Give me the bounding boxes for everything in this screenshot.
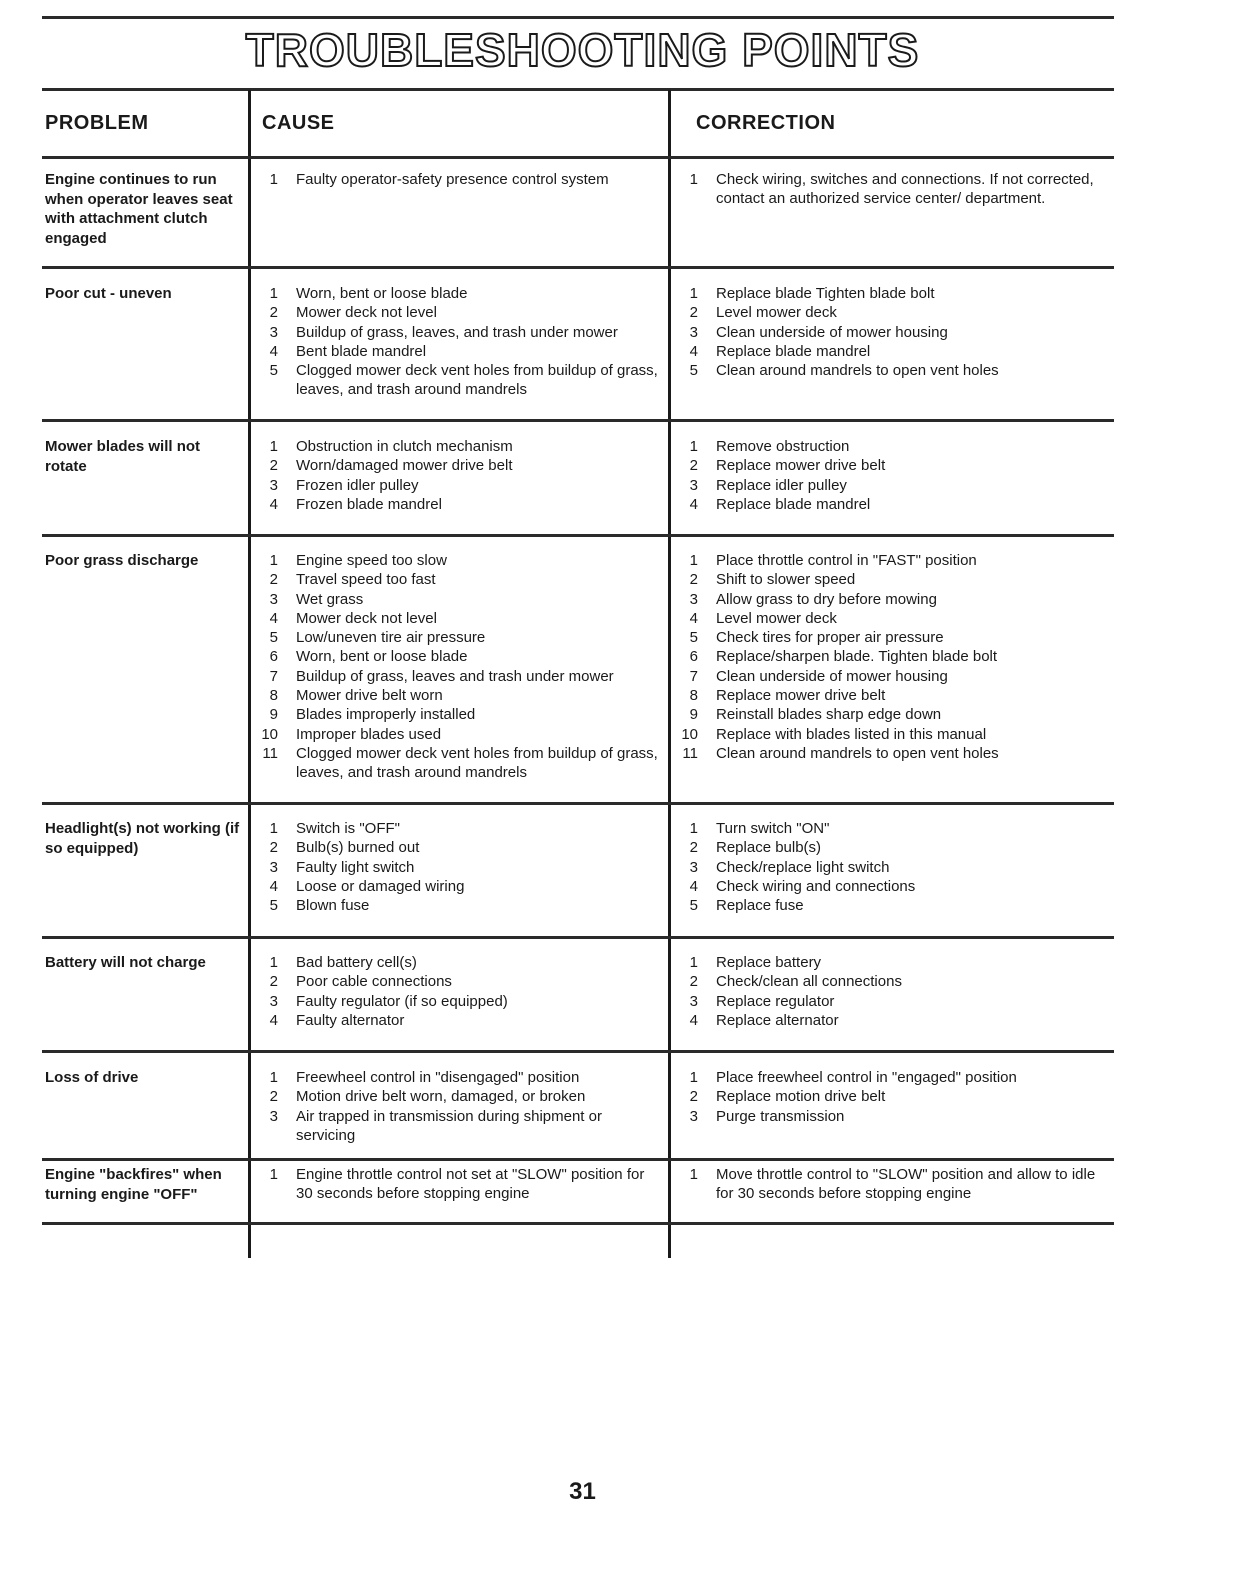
list-item [256,686,661,705]
item-text: Buildup of grass, leaves and trash under mower [296,667,614,685]
item-text: Loose or damaged wiring [296,877,465,895]
item-number: 1 [269,820,278,837]
item-number: 2 [269,304,278,322]
problem-text: Poor cut - uneven [45,285,172,302]
item-number: 1 [689,552,698,569]
item-text: Place freewheel control in "engaged" position [716,1069,1017,1086]
item-number: 6 [269,648,278,666]
list-item [676,1011,1096,1030]
item-text: Place throttle control in "FAST" position [716,552,977,569]
list-item [676,992,1096,1011]
list-item [256,284,661,303]
list-item [256,551,661,570]
correction-list [676,551,1096,763]
item-text: Clean around mandrels to open vent holes [716,744,999,762]
item-text: Frozen blade mandrel [296,495,442,513]
item-text: Improper blades used [296,725,442,743]
item-number: 1 [269,954,278,971]
list-item [676,476,1096,495]
list-item [676,953,1096,972]
item-text: Reinstall blades sharp edge down [716,706,942,724]
item-number: 4 [269,1011,278,1029]
item-text: Replace battery [716,954,822,971]
item-text: Allow grass to dry before mowing [716,590,937,608]
item-number: 4 [689,342,698,360]
item-number: 4 [689,495,698,513]
item-number: 4 [689,609,698,627]
list-item [676,838,1096,857]
list-item [256,628,661,647]
list-item [676,725,1096,744]
row-rule [42,266,1114,269]
item-number: 4 [269,877,278,895]
cause-list [256,819,661,915]
item-text: Clean underside of mower housing [716,667,948,685]
item-number: 4 [269,495,278,513]
problem-text: Loss of drive [45,1069,139,1086]
item-text: Clogged mower deck vent holes from buildup of grass, leaves, and trash around mandrels [296,362,658,399]
item-number: 3 [689,992,698,1010]
list-item [676,744,1096,763]
list-item [676,342,1096,361]
item-text: Replace/sharpen blade. Tighten blade bolt [716,648,998,666]
item-text: Remove obstruction [716,438,850,455]
list-item [256,858,661,877]
item-text: Buildup of grass, leaves, and trash under mower [296,323,618,341]
list-item [256,647,661,666]
correction-list [676,1068,1096,1126]
item-text: Replace idler pulley [716,476,847,494]
list-item [256,590,661,609]
list-item [256,992,661,1011]
item-text: Level mower deck [716,304,837,322]
list-item [256,1011,661,1030]
header-correction: CORRECTION [696,112,836,134]
item-number: 3 [269,323,278,341]
item-text: Bad battery cell(s) [296,954,417,971]
correction-list [676,953,1096,1030]
problem-text: Engine "backfires" when turning engine "OFF" [45,1166,222,1203]
item-number: 1 [269,438,278,455]
item-number: 3 [689,1107,698,1125]
correction-list [676,819,1096,915]
item-text: Turn switch "ON" [716,820,830,837]
item-number: 1 [689,954,698,971]
item-text: Replace mower drive belt [716,457,886,475]
item-text: Replace blade mandrel [716,342,871,360]
item-number: 1 [269,1166,278,1183]
list-item [676,170,1096,209]
item-number: 3 [689,590,698,608]
item-number: 8 [689,687,698,705]
item-number: 10 [261,725,278,743]
item-text: Replace alternator [716,1011,839,1029]
list-item [676,686,1096,705]
row-rule [42,802,1114,805]
list-item [256,877,661,896]
item-text: Faulty light switch [296,858,415,876]
item-text: Mower deck not level [296,304,437,322]
list-item [676,647,1096,666]
item-text: Mower deck not level [296,609,437,627]
item-text: Obstruction in clutch mechanism [296,438,513,455]
list-item [256,342,661,361]
item-number: 1 [689,820,698,837]
item-text: Bent blade mandrel [296,342,427,360]
item-text: Check wiring, switches and connections. If not corrected, contact an authorized service center/ department. [716,171,1094,208]
list-item [676,628,1096,647]
list-item [256,170,661,189]
correction-list [676,437,1096,514]
list-item [256,570,661,589]
item-text: Level mower deck [716,609,837,627]
problem-text: Headlight(s) not working (if so equipped) [45,820,240,857]
item-number: 4 [689,1011,698,1029]
item-number: 4 [269,609,278,627]
row-rule [42,419,1114,422]
row-rule [42,936,1114,939]
cause-list [256,1165,661,1204]
list-item [676,1087,1096,1106]
item-text: Freewheel control in "disengaged" position [296,1069,580,1086]
list-item [676,858,1096,877]
item-text: Worn/damaged mower drive belt [296,457,513,475]
item-text: Replace mower drive belt [716,687,886,705]
item-number: 1 [269,285,278,302]
problem-text: Mower blades will not rotate [45,438,201,475]
header-problem: PROBLEM [45,112,149,134]
item-text: Engine throttle control not set at "SLOW" position for 30 seconds before stopping engine [296,1166,645,1203]
item-number: 3 [269,858,278,876]
list-item [256,838,661,857]
item-number: 5 [689,362,698,380]
item-number: 1 [269,552,278,569]
item-text: Bulb(s) burned out [296,839,420,857]
list-item [256,896,661,915]
page-number: 31 [569,1478,596,1505]
list-item [676,972,1096,991]
list-item [256,437,661,456]
list-item [676,323,1096,342]
list-item [676,1107,1096,1126]
item-text: Worn, bent or loose blade [296,285,468,302]
item-number: 7 [689,667,698,685]
problem-text: Engine continues to run when operator leaves seat with attachment clutch engaged [45,171,233,247]
item-text: Purge transmission [716,1107,845,1125]
title-rule [42,88,1114,91]
item-number: 2 [269,973,278,991]
item-text: Replace blade mandrel [716,495,871,513]
list-item [676,1068,1096,1087]
problem-text: Poor grass discharge [45,552,199,569]
header-cause: CAUSE [262,112,335,134]
correction-list [676,284,1096,380]
item-text: Replace blade Tighten blade bolt [716,285,935,302]
list-item [676,303,1096,322]
list-item [256,819,661,838]
list-item [256,323,661,342]
item-text: Air trapped in transmission during shipment or servicing [296,1107,602,1144]
item-number: 1 [689,171,698,188]
item-number: 3 [689,858,698,876]
list-item [676,819,1096,838]
item-text: Motion drive belt worn, damaged, or broken [296,1088,586,1106]
list-item [676,590,1096,609]
cause-list [256,437,661,514]
item-number: 8 [269,687,278,705]
item-number: 2 [689,457,698,475]
item-number: 10 [681,725,698,743]
list-item [676,667,1096,686]
item-text: Wet grass [296,590,364,608]
item-number: 9 [269,706,278,724]
correction-list [676,170,1096,209]
list-item [676,877,1096,896]
list-item [256,1087,661,1106]
item-text: Switch is "OFF" [296,820,400,837]
item-number: 2 [689,304,698,322]
item-number: 5 [269,897,278,915]
list-item [256,725,661,744]
top-rule [42,16,1114,19]
item-text: Engine speed too slow [296,552,447,569]
item-number: 1 [689,1069,698,1086]
item-number: 2 [689,1088,698,1106]
item-number: 5 [689,897,698,915]
item-number: 5 [269,629,278,647]
list-item [256,476,661,495]
item-text: Check tires for proper air pressure [716,629,944,647]
item-number: 3 [689,323,698,341]
item-number: 2 [269,571,278,589]
item-text: Check/clean all connections [716,973,902,991]
list-item [256,1107,661,1146]
list-item [256,609,661,628]
item-number: 3 [269,1107,278,1125]
list-item [256,705,661,724]
list-item [676,570,1096,589]
item-number: 5 [269,362,278,380]
item-text: Clean underside of mower housing [716,323,948,341]
list-item [256,303,661,322]
item-text: Faulty regulator (if so equipped) [296,992,508,1010]
item-number: 3 [269,476,278,494]
item-number: 3 [269,992,278,1010]
item-text: Mower drive belt worn [296,687,443,705]
item-number: 1 [689,1166,698,1183]
list-item [256,456,661,475]
list-item [256,361,661,400]
header-rule [42,156,1114,159]
list-item [676,609,1096,628]
list-item [676,437,1096,456]
page-title: TROUBLESHOOTING POINTS [245,24,920,76]
list-item [676,361,1096,380]
item-text: Replace regulator [716,992,835,1010]
item-text: Travel speed too fast [296,571,436,589]
list-item [256,953,661,972]
list-item [256,495,661,514]
list-item [256,1068,661,1087]
item-text: Replace motion drive belt [716,1088,886,1106]
item-text: Replace with blades listed in this manual [716,725,987,743]
item-number: 2 [689,839,698,857]
row-rule [42,534,1114,537]
item-number: 3 [269,590,278,608]
item-number: 1 [689,285,698,302]
item-text: Shift to slower speed [716,571,856,589]
cause-list [256,170,661,189]
item-text: Low/uneven tire air pressure [296,629,486,647]
list-item [676,896,1096,915]
correction-list [676,1165,1096,1204]
item-text: Clean around mandrels to open vent holes [716,362,999,380]
row-rule [42,1050,1114,1053]
item-number: 4 [269,342,278,360]
cause-list [256,551,661,783]
list-item [676,705,1096,724]
item-text: Check wiring and connections [716,877,916,895]
item-text: Move throttle control to "SLOW" position and allow to idle for 30 seconds before stopping engine [716,1166,1096,1203]
item-number: 11 [682,744,698,762]
item-text: Check/replace light switch [716,858,890,876]
problem-text: Battery will not charge [45,954,206,971]
item-number: 1 [269,171,278,188]
list-item [676,551,1096,570]
item-number: 2 [269,1088,278,1106]
item-text: Replace fuse [716,897,804,915]
item-number: 4 [689,877,698,895]
item-number: 5 [689,629,698,647]
list-item [256,1165,661,1204]
item-number: 1 [689,438,698,455]
list-item [256,667,661,686]
item-text: Frozen idler pulley [296,476,419,494]
item-text: Replace bulb(s) [716,839,822,857]
item-number: 6 [689,648,698,666]
list-item [676,456,1096,475]
item-number: 1 [269,1069,278,1086]
row-rule [42,1158,1114,1161]
item-number: 3 [689,476,698,494]
item-number: 2 [269,457,278,475]
cause-list [256,953,661,1030]
list-item [256,744,661,783]
list-item [676,1165,1096,1204]
item-text: Faulty operator-safety presence control system [296,171,609,188]
item-number: 7 [269,667,278,685]
item-number: 2 [689,973,698,991]
item-number: 2 [689,571,698,589]
item-text: Faulty alternator [296,1011,405,1029]
cause-list [256,1068,661,1145]
item-number: 11 [262,744,278,762]
list-item [676,284,1096,303]
item-text: Poor cable connections [296,973,452,991]
item-text: Clogged mower deck vent holes from buildup of grass, leaves, and trash around mandrels [296,744,658,782]
item-number: 2 [269,839,278,857]
row-rule [42,1222,1114,1225]
item-text: Blades improperly installed [296,706,476,724]
list-item [676,495,1096,514]
item-text: Blown fuse [296,897,370,915]
cause-list [256,284,661,400]
list-item [256,972,661,991]
item-number: 9 [689,706,698,724]
item-text: Worn, bent or loose blade [296,648,468,666]
